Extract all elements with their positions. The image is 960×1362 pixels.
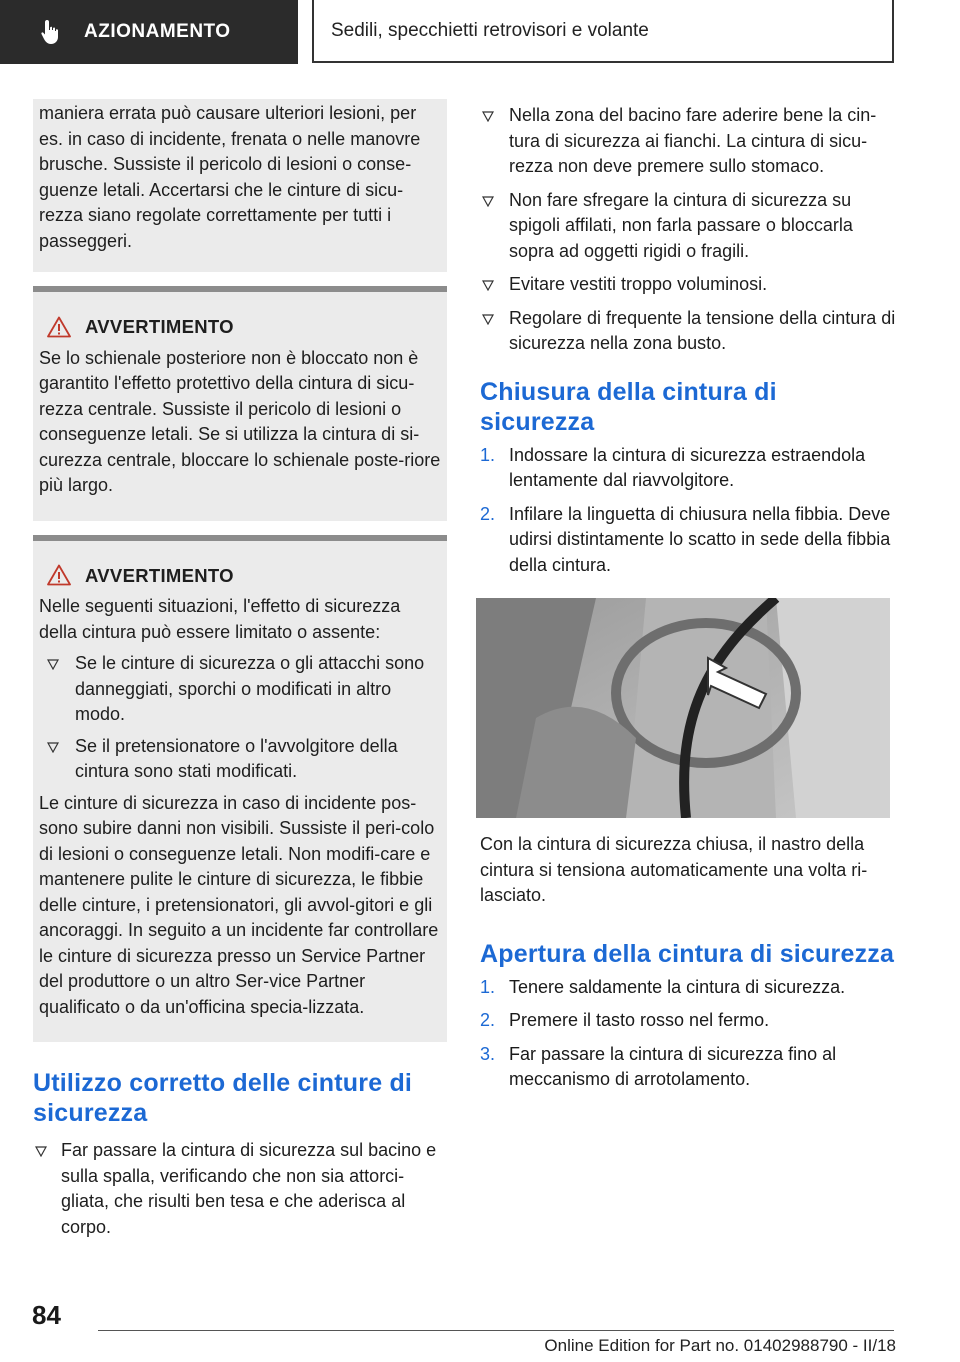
warning-triangle-icon [47, 564, 71, 586]
step-number: 2. [480, 503, 496, 524]
step-number: 1. [480, 976, 496, 997]
warning-box-1 [33, 286, 447, 521]
section-label: AZIONAMENTO [84, 21, 231, 42]
section-heading: Apertura della cintura di sicurezza [480, 939, 895, 968]
section-tab [0, 0, 298, 64]
section-heading: Utilizzo corretto delle cinture di sicurezza [33, 1069, 413, 1127]
list-item: Regolare di frequente la tensione della cintura di sicurezza nella zona busto. [480, 306, 898, 357]
warning-bullet-list [39, 651, 441, 785]
intro-note-text: maniera errata può causare ulteriori lesioni, per es. in caso di incidente, frenata o nelle manovre brusche. Sussiste il pericolo di lesioni o conse-guenze letali. Accertarsi che le cinture di sicu-rezza siano regolate correttamente per tutti i passeggeri. [39, 103, 421, 251]
section-heading: Chiusura della cintura di sicurezza [480, 377, 777, 436]
list-item: Se il pretensionatore o l'avvolgitore della cintura sono stati modificati. [39, 734, 441, 785]
triangle-bullet-icon [482, 196, 494, 207]
warning-outro: Le cinture di sicurezza in caso di incidente pos-sono subire danni non visibili. Sussiste il peri-colo di lesioni o conseguenze letali. Non modifi-care e mantenere pulite le cinture di sicurezza, le fibbie delle cinture, i pretensionatori, gli avvol-gitori e gli ancoraggi. In seguito a un incidente far controllare le cinture di sicurezza presso un Service Partner del produttore o un altro Ser-vice Partner qualificato o da un'officina specia-lizzata. [39, 792, 439, 1017]
list-item: Nella zona del bacino fare aderire bene la cin-tura di sicurezza ai fianchi. La cintura di sicu-rezza non deve premere sullo stomaco. [480, 103, 898, 180]
list-item: Non fare sfregare la cintura di sicurezza su spigoli affilati, non farla passare o bloccarla sopra ad oggetti rigidi o fragili. [480, 188, 898, 265]
intro-note-box [33, 99, 447, 272]
triangle-bullet-icon [35, 1146, 47, 1157]
triangle-bullet-icon [482, 111, 494, 122]
left-column [33, 99, 447, 1248]
closing-steps-list [480, 443, 898, 579]
page-number: 84 [32, 1300, 61, 1330]
warning-text: Se lo schienale posteriore non è bloccato non è garantito l'effetto protettivo della cintura di sicu-rezza centrale. Sussiste il pericolo di lesioni o conseguenze letali. Se si utilizza la cintura di si-curezza centrale, bloccare lo schienale poste-riore più largo. [39, 347, 441, 495]
opening-steps-list [480, 975, 898, 1093]
list-item: Far passare la cintura di sicurezza sul bacino e sulla spalla, verificando che non sia attorci-gliata, che risulti ben tesa e che aderisca al corpo. [33, 1138, 447, 1240]
right-bullet-list [480, 103, 898, 357]
warning-triangle-icon [47, 316, 71, 338]
footer-divider [98, 1330, 894, 1331]
seatbelt-photo [476, 598, 890, 818]
list-item: Evitare vestiti troppo voluminosi. [480, 272, 898, 298]
warning-title: AVVERTIMENTO [85, 316, 234, 337]
triangle-bullet-icon [47, 659, 59, 670]
list-item: 3. Far passare la cintura di sicurezza fino al meccanismo di arrotolamento. [480, 1043, 837, 1089]
list-item: 2. Infilare la linguetta di chiusura nella fibbia. Deve udirsi distintamente lo scatto in sede della fibbia della cintura. [480, 503, 891, 575]
list-item: 1. Indossare la cintura di sicurezza estraendola lentamente dal riavvolgitore. [480, 444, 866, 490]
step-number: 1. [480, 444, 496, 465]
warning-intro: Nelle seguenti situazioni, l'effetto di sicurezza della cintura può essere limitato o assente: [39, 596, 401, 642]
step-number: 3. [480, 1043, 496, 1064]
list-item: Se le cinture di sicurezza o gli attacchi sono danneggiati, sporchi o modificati in altro modo. [39, 651, 441, 728]
photo-caption: Con la cintura di sicurezza chiusa, il nastro della cintura si tensiona automaticamente una volta ri-lasciato. [480, 834, 868, 905]
right-column [480, 99, 898, 1101]
list-item: 2. Premere il tasto rosso nel fermo. [480, 1008, 898, 1034]
step-number: 2. [480, 1010, 496, 1030]
triangle-bullet-icon [482, 314, 494, 325]
warning-box-2 [33, 535, 447, 1043]
breadcrumb: Sedili, specchietti retrovisori e volante [312, 0, 894, 63]
warning-title: AVVERTIMENTO [85, 564, 234, 586]
edition-text: Online Edition for Part no. 01402988790 - II/18 [544, 1336, 896, 1355]
list-item: 1. Tenere saldamente la cintura di sicurezza. [480, 975, 898, 1001]
triangle-bullet-icon [482, 280, 494, 291]
triangle-bullet-icon [47, 742, 59, 753]
section-bullet-list [33, 1138, 447, 1240]
pointing-hand-icon [40, 19, 62, 45]
